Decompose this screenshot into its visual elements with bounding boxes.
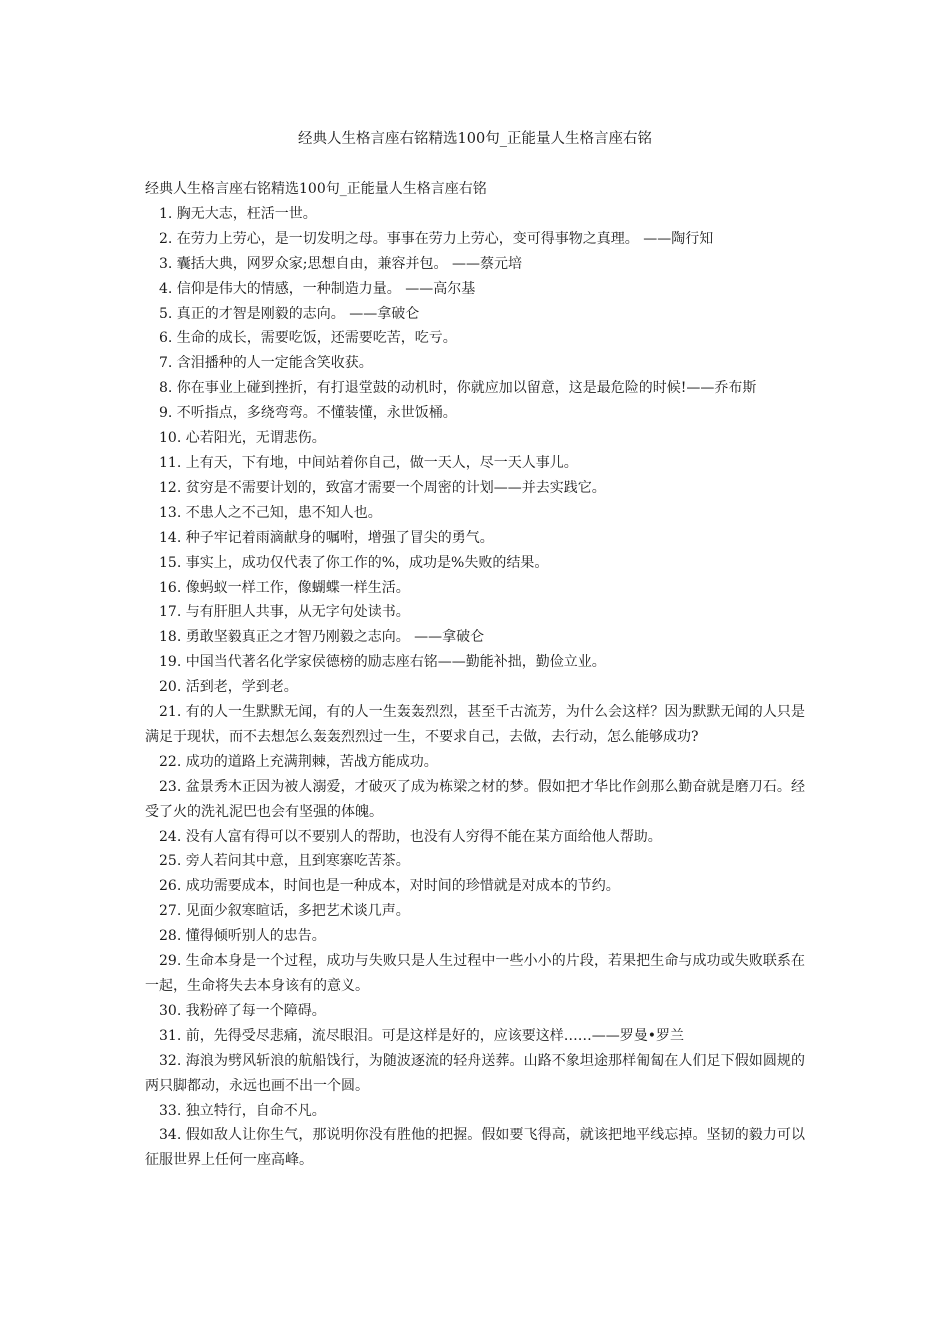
quote-item: 21. 有的人一生默默无闻，有的人一生轰轰烈烈，甚至千古流芳，为什么会这样？因为默默无闻的人只是满足于现状，而不去想怎么轰轰烈烈过一生，不要求自己，去做，去行动，怎么能够成功?	[145, 704, 805, 745]
quote-item: 27. 见面少叙寒暄话，多把艺术谈几声。	[159, 903, 410, 920]
quote-item: 30. 我粉碎了每一个障碍。	[159, 1002, 326, 1019]
quote-item: 5. 真正的才智是刚毅的志向。 ——拿破仑	[159, 305, 420, 322]
document-body	[145, 177, 805, 1173]
quote-item: 28. 懂得倾听别人的忠告。	[159, 928, 326, 945]
quote-item: 6. 生命的成长，需要吃饭，还需要吃苦，吃亏。	[159, 330, 457, 347]
quote-item: 3. 囊括大典，网罗众家;思想自由，兼容并包。 ——蔡元培	[159, 255, 522, 272]
quote-item: 20. 活到老，学到老。	[159, 679, 298, 696]
quote-item: 9. 不听指点，多绕弯弯。不懂装懂，永世饭桶。	[159, 405, 457, 422]
quote-item: 8. 你在事业上碰到挫折，有打退堂鼓的动机时，你就应加以留意，这是最危险的时候!——乔布斯	[159, 380, 757, 397]
quote-item: 31. 前，先得受尽悲痛，流尽眼泪。可是这样是好的，应该要这样……——罗曼•罗兰	[159, 1027, 684, 1044]
quote-item: 18. 勇敢坚毅真正之才智乃刚毅之志向。 ——拿破仑	[159, 629, 485, 646]
quote-item: 14. 种子牢记着雨滴献身的嘱咐，增强了冒尖的勇气。	[159, 529, 494, 546]
quote-item: 15. 事实上，成功仅代表了你工作的%，成功是%失败的结果。	[159, 554, 549, 571]
quote-item: 29. 生命本身是一个过程，成功与失败只是人生过程中一些小小的片段，若果把生命与成功或失败联系在一起，生命将失去本身该有的意义。	[145, 953, 805, 994]
quote-item: 25. 旁人若问其中意，且到寒寨吃苦茶。	[159, 853, 410, 870]
quote-item: 12. 贫穷是不需要计划的，致富才需要一个周密的计划——并去实践它。	[159, 479, 606, 496]
quote-item: 19. 中国当代著名化学家侯德榜的励志座右铭——勤能补拙，勤俭立业。	[159, 654, 606, 671]
quote-item: 13. 不患人之不己知，患不知人也。	[159, 504, 382, 521]
quote-item: 22. 成功的道路上充满荆棘，苦战方能成功。	[159, 753, 438, 770]
quote-item: 24. 没有人富有得可以不要别人的帮助，也没有人穷得不能在某方面给他人帮助。	[159, 828, 662, 845]
quote-item: 32. 海浪为劈风斩浪的航船饯行，为随波逐流的轻舟送葬。山路不象坦途那样匍匐在人们足下假如圆规的两只脚都动，永远也画不出一个圆。	[145, 1052, 805, 1094]
quote-item: 10. 心若阳光，无谓悲伤。	[159, 430, 326, 447]
quote-item: 26. 成功需要成本，时间也是一种成本，对时间的珍惜就是对成本的节约。	[159, 878, 620, 895]
quote-item: 4. 信仰是伟大的情感，一种制造力量。 ——高尔基	[159, 280, 476, 297]
quote-item: 1. 胸无大志，枉活一世。	[159, 205, 317, 222]
quote-item: 2. 在劳力上劳心，是一切发明之母。事事在劳力上劳心，变可得事物之真理。 ——陶行知	[159, 230, 714, 247]
body-heading: 经典人生格言座右铭精选100句_正能量人生格言座右铭	[145, 181, 487, 197]
document-title: 经典人生格言座右铭精选100句_正能量人生格言座右铭	[298, 131, 652, 147]
quote-item: 23. 盆景秀木正因为被人溺爱，才破灭了成为栋梁之材的梦。假如把才华比作剑那么勤奋就是磨刀石。经受了火的洗礼泥巴也会有坚强的体魄。	[145, 778, 805, 820]
quote-item: 16. 像蚂蚁一样工作，像蝴蝶一样生活。	[159, 579, 410, 596]
quote-item: 34. 假如敌人让你生气，那说明你没有胜他的把握。假如要飞得高，就该把地平线忘掉。坚韧的毅力可以征服世界上任何一座高峰。	[145, 1127, 805, 1169]
quote-item: 7. 含泪播种的人一定能含笑收获。	[159, 355, 373, 372]
quote-item: 11. 上有天，下有地，中间站着你自己，做一天人，尽一天人事儿。	[159, 454, 578, 471]
quote-item: 33. 独立特行，自命不凡。	[159, 1102, 326, 1119]
quote-item: 17. 与有肝胆人共事，从无字句处读书。	[159, 604, 410, 621]
